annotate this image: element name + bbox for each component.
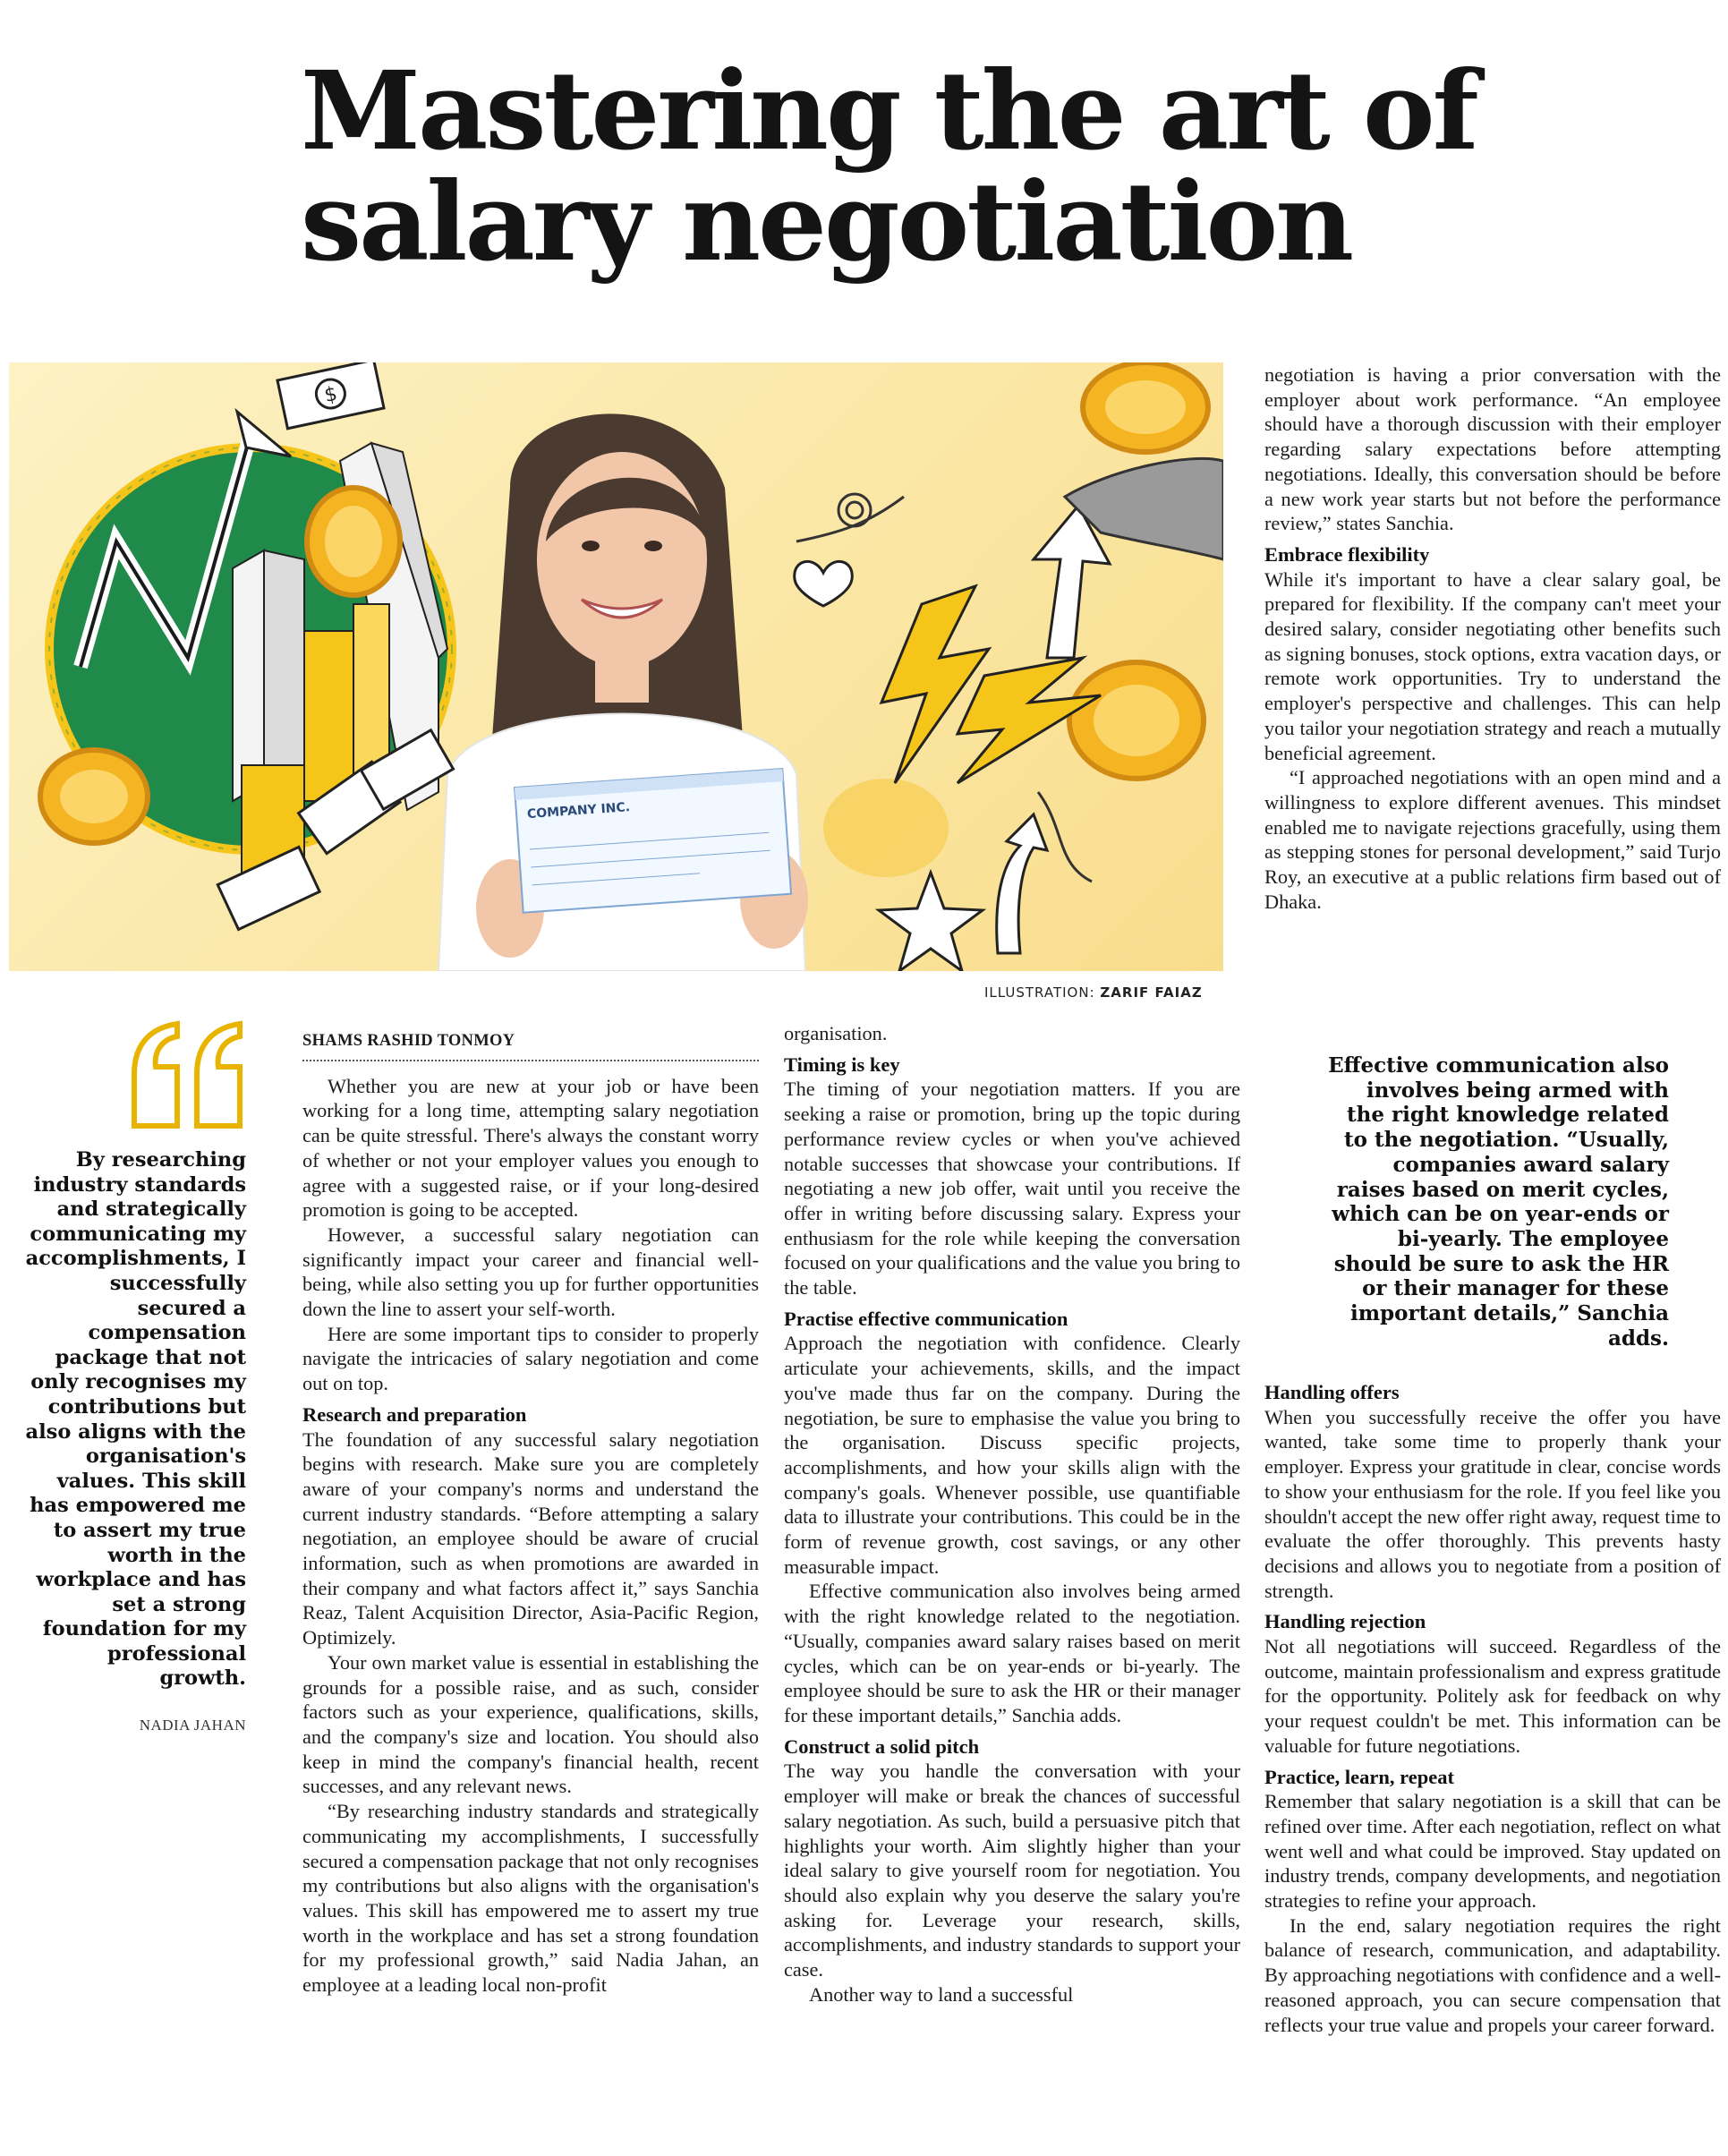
- paragraph: negotiation is having a prior conversation with the employer about work performance. “An employee should have a thorough discussion with their employer regarding salary expectations before attempting negotiations. Ideally, this conversation should be before a new work year starts but not before the performance review,” states Sanchia.: [1264, 363, 1721, 535]
- section-heading: Research and preparation: [302, 1402, 527, 1426]
- paragraph: The way you handle the conversation with your employer will make or break the chances of successful salary negotiation. As such, build a persuasive pitch that highlights your worth. Aim slightly higher than your ideal salary to give yourself room for negotiation. You should also explain why you deserve the salary you're asking for. Leverage your research, skills, accomplishments, and industry standards to support your case.: [784, 1760, 1240, 1981]
- money-bill-icon: [277, 362, 384, 429]
- paragraph: Your own market value is essential in establishing the grounds for a possible raise, and as such, consider factors such as your experience, qualifications, skills, and the company's size and location. You should also keep in mind the company's financial health, recent successes, and any relevant news.: [302, 1650, 759, 1798]
- credit-name: ZARIF FAIAZ: [1100, 984, 1203, 1001]
- gold-coin-icon: [823, 779, 949, 877]
- byline: SHAMS RASHID TONMOY: [302, 1029, 759, 1061]
- section-heading: Timing is key: [784, 1052, 900, 1076]
- section-heading: Handling offers: [1264, 1381, 1400, 1403]
- credit-label: ILLUSTRATION:: [984, 984, 1095, 1001]
- section-heading: Practise effective communication: [784, 1307, 1068, 1330]
- paragraph: While it's important to have a clear salary goal, be prepared for flexibility. If the company can't meet your desired salary, consider negotiating other benefits such as signing bonuses, stock options, extra vacation days, or remote work opportunities. Try to understand the employer's perspective and challenges. This can help you tailor your negotiation strategy and reach a mutually beneficial agreement.: [1264, 567, 1721, 764]
- gold-coin-icon: [1083, 362, 1208, 452]
- section-heading: Handling rejection: [1264, 1610, 1426, 1633]
- paragraph: Not all negotiations will succeed. Regardless of the outcome, maintain professionalism and express gratitude for the opportunity. Politely ask for feedback on why your request couldn't be met. This information can be valuable for future negotiations.: [1264, 1635, 1721, 1757]
- section-heading: Practice, learn, repeat: [1264, 1765, 1454, 1788]
- paragraph: Another way to land a successful: [809, 1982, 1074, 2006]
- column-4: [1264, 1374, 1721, 2037]
- pull-quote: By researching industry standards and strategically communicating my accomplishments, I successfully secured a compensation package that not only recognises my contributions but also aligns with the organisation's values. This skill has empowered me to assert my true worth in the workplace and has set a strong foundation for my professional growth.: [25, 1148, 246, 1691]
- paragraph: The foundation of any successful salary negotiation begins with research. Make sure you are completely aware of your company's norms and understand the current industry standards. “Before attempting a salary negotiation, an employee should be aware of crucial information, such as when promotions are awarded in their company and what factors affect it,” says Sanchia Reaz, Talent Acquisition Director, Asia-Pacific Region, Optimizely.: [302, 1427, 759, 1649]
- illustration-credit: [984, 984, 1203, 1001]
- column-1: [302, 1029, 759, 1998]
- column-2: [784, 1021, 1240, 2007]
- gold-coin-icon: [1069, 662, 1204, 779]
- paragraph: In the end, salary negotiation requires the right balance of research, communication, and adaptability. By approaching negotiations with confidence and a well-reasoned approach, you can secure compensation that reflects your true value and propels your career forward.: [1264, 1913, 1721, 2036]
- paragraph: The timing of your negotiation matters. If you are seeking a raise or promotion, bring up the topic during performance review cycles or when you've achieved notable successes that showcase your contributions. If negotiating a new job offer, wait until you receive the offer in writing before discussing salary. Express your enthusiasm for the role while keeping the conversation focused on your qualifications and the value you bring to the table.: [784, 1078, 1240, 1300]
- paragraph: Whether you are new at your job or have been working for a long time, attempting salary negotiation can be quite stressful. There's always the constant worry of whether or not your employer values you enough to agree with a suggested raise, or if your long-desired promotion is going to be accepted.: [302, 1074, 759, 1222]
- quote-mark-icon: [125, 1020, 251, 1137]
- paragraph: “I approached negotiations with an open mind and a willingness to explore different avenues. This mindset enabled me to navigate rejections gracefully, using them as stepping stones for personal development,” said Turjo Roy, an executive at a public relations firm based out of Dhaka.: [1264, 766, 1721, 913]
- section-heading: Embrace flexibility: [1264, 542, 1430, 566]
- svg-text:$: $: [322, 382, 340, 408]
- paragraph: organisation.: [784, 1022, 888, 1044]
- cheque-shape: [515, 769, 791, 913]
- section-heading: Construct a solid pitch: [784, 1734, 980, 1758]
- paragraph: Remember that salary negotiation is a skill that can be refined over time. After each negotiation, reflect on what went well and what could be improved. Stay updated on industry trends, company developments, and negotiation strategies to refine your approach.: [1264, 1790, 1721, 1913]
- pull-quote-author: NADIA JAHAN: [139, 1717, 246, 1734]
- paragraph: However, a successful salary negotiation can significantly impact your career and financial well-being, while also setting you up for further opportunities down the line to assert your self-worth.: [302, 1223, 759, 1321]
- column-3: [1264, 362, 1721, 914]
- gold-coin-icon: [40, 750, 148, 843]
- heart-icon: [795, 561, 852, 606]
- cheque-company-text: COMPANY INC.: [526, 800, 631, 822]
- paragraph: Here are some important tips to consider to properly navigate the intricacies of salary negotiation and come out on top.: [302, 1322, 759, 1395]
- gold-coin-icon: [307, 488, 400, 595]
- headline: Mastering the art of salary negotiation: [301, 47, 1477, 285]
- article-illustration: [9, 362, 1223, 971]
- paragraph: “By researching industry standards and strategically communicating my accomplishments, I successfully secured a compensation package that not only recognises my contributions but also aligns with the organisation's values. This skill has empowered me to assert my true worth in the workplace and has set a strong foundation for my professional growth,” said Nadia Jahan, an employee at a leading local non-profit: [302, 1800, 759, 1997]
- paragraph: Approach the negotiation with confidence. Clearly articulate your achievements, skills, and the impact you've made thus far on the company. During the negotiation, be sure to emphasise the value you bring to the organisation. Discuss specific projects, accomplishments, and how your skills align with the company's goals. Whenever possible, use quantifiable data to illustrate your contributions. This could be in the form of revenue growth, cost savings, or any other measurable impact.: [784, 1332, 1240, 1578]
- paragraph: Effective communication also involves being armed with the right knowledge related to the negotiation. “Usually, companies award salary raises based on merit cycles, which can be on year-ends or bi-yearly. The employee should be sure to ask the HR or their manager for these important details,” Sanchia adds.: [784, 1580, 1240, 1726]
- pull-quote-secondary: Effective communication also involves being armed with the right knowledge related to the negotiation. “Usually, companies award salary raises based on merit cycles, which can be on year-ends or bi-yearly. The employee should be sure to ask the HR or their manager for these important details,” Sanchia adds.: [1328, 1053, 1669, 1351]
- paragraph: When you successfully receive the offer you have wanted, take some time to properly thank your employer. Express your gratitude in clear, concise words to show your enthusiasm for the role. If you feel like you shouldn't accept the new offer right away, request time to evaluate the offer thoroughly. This prevents hasty decisions and allows you to negotiate from a position of strength.: [1264, 1405, 1721, 1602]
- star-icon: [879, 873, 983, 971]
